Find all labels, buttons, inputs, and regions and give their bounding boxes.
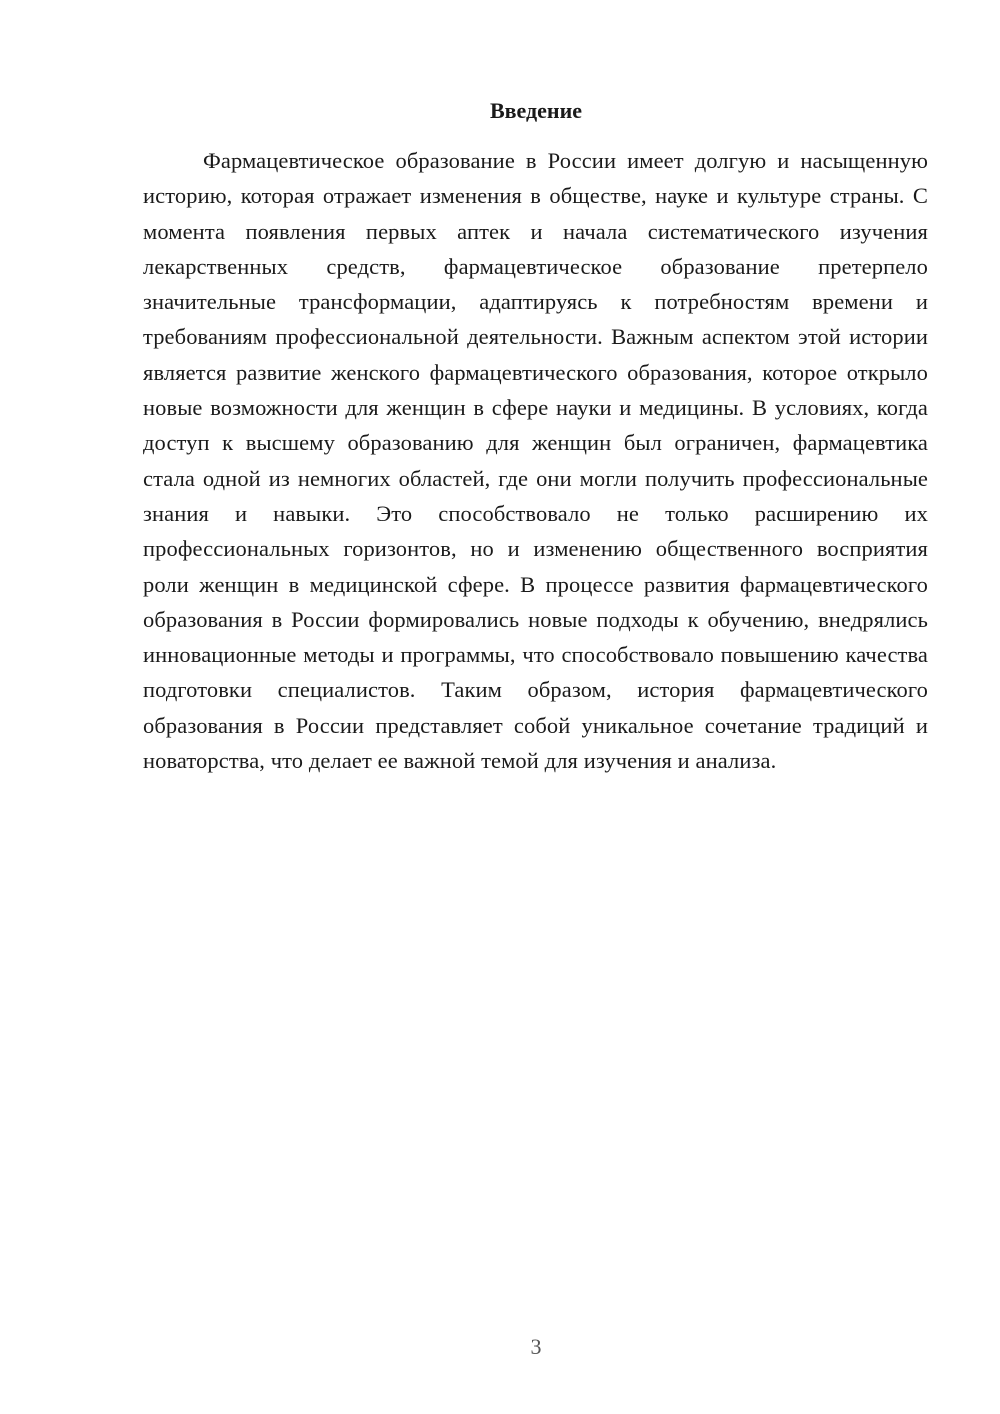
page-number: 3 [530,1334,542,1359]
section-heading: Введение [489,98,583,123]
body-paragraph: Фармацевтическое образование в России имеет долгую и насыщенную историю, которая отражает изменения в обществе, науке и культуре страны. С момента появления первых аптек и начала систематического изучения лекарственных средств, фармацевтическое образование претерпело значительные трансформации, адаптируясь к потребностям времени и требованиям профессиональной деятельности. Важным аспектом этой истории является развитие женского фармацевтического образования, которое открыло новые возможности для женщин в сфере науки и медицины. В условиях, когда доступ к высшему образованию для женщин был ограничен, фармацевтика стала одной из немногих областей, где они могли получить профессиональные знания и навыки. Это способствовало не только расширению их профессиональных горизонтов, но и изменению общественного восприятия роли женщин в медицинской сфере. В процессе развития фармацевтического образования в России формировались новые подходы к обучению, внедрялись инновационные методы и программы, что способствовало повышению качества подготовки специалистов. Таким образом, история фармацевтического образования в России представляет собой уникальное сочетание традиций и новаторства, что делает ее важной темой для изучения и анализа. [143,148,928,774]
